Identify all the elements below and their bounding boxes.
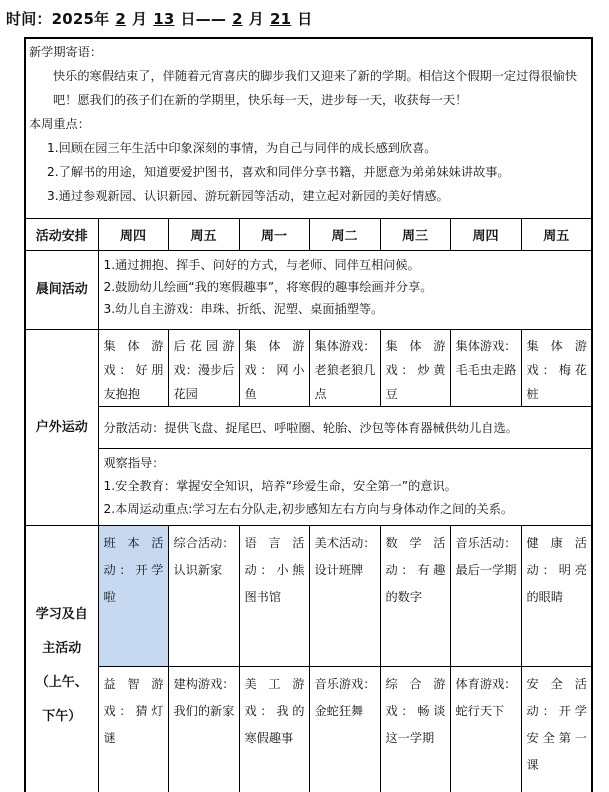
learning-label-line: 学习及自 xyxy=(35,607,88,622)
end-month: 2 xyxy=(232,10,243,28)
morning-label: 晨间活动 xyxy=(26,251,98,330)
outdoor-game-cell: 集体游戏：好朋友抱抱 xyxy=(98,330,168,407)
learning-row-2 xyxy=(26,667,591,792)
day-header: 周三 xyxy=(380,219,450,251)
day-header: 周五 xyxy=(168,219,239,251)
learning-game-cell: 综合游戏：畅谈这一学期 xyxy=(380,667,450,792)
month-char-1: 月 xyxy=(132,10,148,28)
date-separator: 日—— xyxy=(180,10,227,28)
message-body: 快乐的寒假结束了，伴随着元宵喜庆的脚步我们又迎来了新的学期。相信这个假期一定过得很愉快吧！愿我们的孩子们在新的学期里，快乐每一天，进步每一天，收获每一天！ xyxy=(53,69,578,107)
outdoor-label: 户外运动 xyxy=(26,330,98,526)
morning-item: 3.幼儿自主游戏：串珠、折纸、泥塑、桌面插塑等。 xyxy=(103,302,384,316)
outdoor-game-cell: 集体游戏：网小鱼 xyxy=(239,330,309,407)
outdoor-game-cell: 集体游戏：老狼老狼几点 xyxy=(309,330,380,407)
schedule-table xyxy=(26,219,591,792)
learning-game-cell: 建构游戏：我们的新家 xyxy=(168,667,239,792)
start-month: 2 xyxy=(115,10,126,28)
learning-activity-cell: 健康活动：明亮的眼睛 xyxy=(521,526,591,667)
learning-game-cell: 体育游戏：蛇行天下 xyxy=(450,667,521,792)
learning-game-cell: 美工游戏：我的寒假趣事 xyxy=(239,667,309,792)
guidance-title: 观察指导： xyxy=(103,456,165,470)
learning-activity-cell[interactable]: 班本活动：开学啦 xyxy=(98,526,168,667)
learning-activity-cell: 综合活动：认识新家 xyxy=(168,526,239,667)
guidance-item: 2.本周运动重点:学习左右分队走,初步感知左右方向与身体动作之间的关系。 xyxy=(103,502,514,516)
outdoor-game-cell: 集体游戏：梅花桩 xyxy=(521,330,591,407)
outdoor-game-cell: 后花园游戏：漫步后花园 xyxy=(168,330,239,407)
learning-game-cell: 音乐游戏：金蛇狂舞 xyxy=(309,667,380,792)
day-header: 周四 xyxy=(98,219,168,251)
outdoor-game-cell: 集体游戏：炒黄豆 xyxy=(380,330,450,407)
free-play-text: 分散活动：提供飞盘、捉尾巴、呼啦圈、轮胎、沙包等体育器械供幼儿自选。 xyxy=(98,407,591,449)
morning-item: 1.通过拥抱、挥手、问好的方式，与老师、同伴互相问候。 xyxy=(103,258,420,272)
date-range-header xyxy=(6,8,312,29)
learning-label-line: （上午、 xyxy=(35,675,88,690)
outdoor-free-row xyxy=(26,407,591,449)
outdoor-game-cell: 集体游戏：毛毛虫走路 xyxy=(450,330,521,407)
day-header: 周二 xyxy=(309,219,380,251)
learning-activity-cell: 美术活动：设计班牌 xyxy=(309,526,380,667)
learning-label xyxy=(26,526,98,792)
outdoor-guidance-row xyxy=(26,449,591,526)
focus-item: 2.了解书的用途，知道要爱护图书，喜欢和同伴分享书籍，并愿意为弟弟妹妹讲故事。 xyxy=(47,165,510,179)
date-prefix: 时间：2025年 xyxy=(6,10,110,28)
focus-title: 本周重点： xyxy=(29,117,90,131)
schedule-label: 活动安排 xyxy=(26,219,98,251)
day-header: 周四 xyxy=(450,219,521,251)
learning-label-line: 下午） xyxy=(42,709,82,724)
focus-item: 1.回顾在园三年生活中印象深刻的事情，为自己与同伴的成长感到欣喜。 xyxy=(47,141,437,155)
day-header: 周一 xyxy=(239,219,309,251)
learning-label-line: 主活动 xyxy=(42,641,82,656)
learning-row-1 xyxy=(26,526,591,667)
guidance-item: 1.安全教育：掌握安全知识，培养“珍爱生命，安全第一”的意识。 xyxy=(103,479,457,493)
morning-content xyxy=(98,251,591,330)
start-day: 13 xyxy=(153,10,175,28)
day-header: 周五 xyxy=(521,219,591,251)
focus-item: 3.通过参观新园、认识新园、游玩新园等活动，建立起对新园的美好情感。 xyxy=(47,189,449,203)
end-day: 21 xyxy=(269,10,292,28)
intro-section xyxy=(26,39,591,219)
weekly-plan-sheet xyxy=(24,37,593,792)
learning-activity-cell: 数学活动：有趣的数字 xyxy=(380,526,450,667)
month-char-2: 月 xyxy=(248,10,264,28)
learning-activity-cell: 语言活动：小熊图书馆 xyxy=(239,526,309,667)
learning-game-cell: 益智游戏：猜灯谜 xyxy=(98,667,168,792)
learning-activity-cell: 音乐活动：最后一学期 xyxy=(450,526,521,667)
morning-item: 2.鼓励幼儿绘画“我的寒假趣事”，将寒假的趣事绘画并分享。 xyxy=(103,280,433,294)
outdoor-games-row xyxy=(26,330,591,407)
day-header-row xyxy=(26,219,591,251)
learning-game-cell: 安全活动：开学安全第一课 xyxy=(521,667,591,792)
guidance-content xyxy=(98,449,591,526)
message-title: 新学期寄语： xyxy=(29,45,103,59)
day-char: 日 xyxy=(297,10,313,28)
morning-row xyxy=(26,251,591,330)
